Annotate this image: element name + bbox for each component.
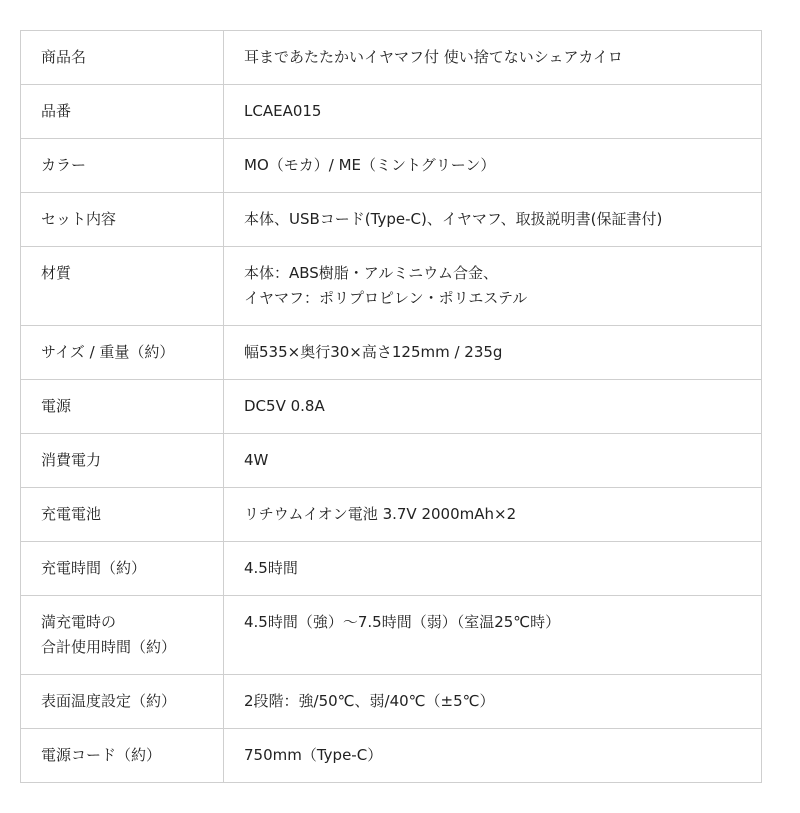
spec-label: 充電電池 (41, 505, 102, 523)
spec-label: セット内容 (41, 210, 117, 228)
spec-label-cell (21, 596, 224, 675)
spec-value-cell (224, 434, 762, 488)
spec-value-cell (224, 193, 762, 247)
spec-value-cell (224, 675, 762, 729)
spec-value-cell (224, 596, 762, 675)
spec-value: MO（モカ）/ ME（ミントグリーン） (244, 156, 496, 174)
spec-value: 耳まであたたかいイヤマフ付 使い捨てないシェアカイロ (244, 48, 623, 66)
spec-value: DC5V 0.8A (244, 397, 325, 415)
spec-row-color (21, 139, 762, 193)
spec-label: 電源 (41, 397, 72, 415)
spec-label-cell (21, 675, 224, 729)
spec-value: 4.5時間（強）〜7.5時間（弱）（室温25℃時） (244, 613, 561, 631)
spec-value: LCAEA015 (244, 102, 322, 120)
spec-label-cell (21, 326, 224, 380)
spec-value-cell (224, 85, 762, 139)
spec-row-product-name (21, 31, 762, 85)
spec-value: 2段階：強/50℃、弱/40℃（±5℃） (244, 692, 495, 710)
spec-label-cell (21, 434, 224, 488)
spec-label-cell (21, 729, 224, 783)
spec-row-power-cord (21, 729, 762, 783)
spec-row-set-contents (21, 193, 762, 247)
spec-label: 材質 (41, 264, 72, 282)
spec-value-cell (224, 31, 762, 85)
spec-value-cell (224, 326, 762, 380)
spec-value-cell (224, 139, 762, 193)
spec-label: サイズ / 重量（約） (41, 343, 175, 361)
spec-label: 充電時間（約） (41, 559, 147, 577)
spec-value-cell (224, 542, 762, 596)
spec-label-cell (21, 542, 224, 596)
spec-row-power-source (21, 380, 762, 434)
spec-row-material (21, 247, 762, 326)
spec-value: イヤマフ：ポリプロピレン・ポリエステル (244, 289, 528, 307)
spec-row-usage-time (21, 596, 762, 675)
spec-label: 満充電時の (41, 613, 117, 631)
spec-value-cell (224, 729, 762, 783)
spec-value: 4W (244, 451, 269, 469)
spec-value-cell (224, 247, 762, 326)
spec-label-cell (21, 193, 224, 247)
product-spec-table (20, 30, 762, 783)
spec-label: 電源コード（約） (41, 746, 162, 764)
spec-label: 表面温度設定（約） (41, 692, 177, 710)
spec-row-charge-time (21, 542, 762, 596)
spec-label: カラー (41, 156, 87, 174)
spec-row-surface-temperature (21, 675, 762, 729)
spec-row-battery (21, 488, 762, 542)
spec-value: 4.5時間 (244, 559, 298, 577)
spec-label: 合計使用時間（約） (41, 638, 177, 656)
spec-value: 幅535×奥行30×高さ125mm / 235g (244, 343, 503, 361)
spec-label-cell (21, 31, 224, 85)
spec-label: 消費電力 (41, 451, 102, 469)
spec-value-cell (224, 488, 762, 542)
spec-value: 本体：ABS樹脂・アルミニウム合金、 (244, 264, 499, 282)
spec-label: 商品名 (41, 48, 87, 66)
spec-row-power-consumption (21, 434, 762, 488)
spec-label-cell (21, 247, 224, 326)
spec-row-model-number (21, 85, 762, 139)
spec-label-cell (21, 139, 224, 193)
spec-value: 750mm（Type-C） (244, 746, 383, 764)
spec-label-cell (21, 85, 224, 139)
spec-label-cell (21, 488, 224, 542)
spec-value: リチウムイオン電池 3.7V 2000mAh×2 (244, 505, 517, 523)
spec-value-cell (224, 380, 762, 434)
spec-row-size-weight (21, 326, 762, 380)
spec-label-cell (21, 380, 224, 434)
spec-value: 本体、USBコード(Type-C)、イヤマフ、取扱説明書(保証書付) (244, 210, 663, 228)
spec-label: 品番 (41, 102, 72, 120)
